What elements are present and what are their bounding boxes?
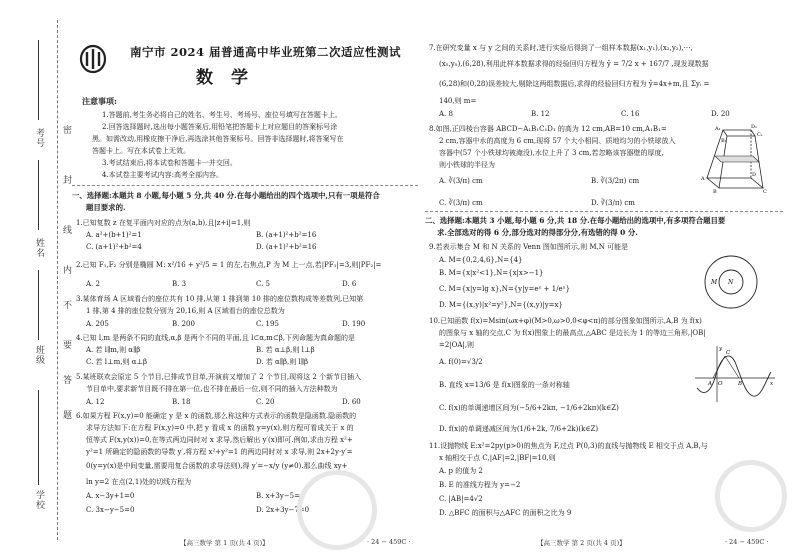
prism-label: C₁: [757, 132, 763, 138]
class-label: 班级: [34, 345, 44, 365]
question-3-option-d[interactable]: D. 190: [342, 320, 366, 328]
watermark-logo: [715, 460, 787, 532]
venn-label-m: M: [711, 279, 718, 286]
question-4-option-c[interactable]: C. 若 l⊥m,则 α⊥β: [86, 358, 148, 366]
question-9-stem: 9.若表示集合 M 和 N 关系的 Venn 图如图所示,则 M,N 可能是: [429, 243, 629, 251]
question-1-option-b[interactable]: B. (a+1)²+b²=16: [256, 231, 317, 239]
question-3-option-c[interactable]: C. 195: [256, 320, 279, 328]
question-10-option-a[interactable]: A. f(0)=√3/2: [439, 358, 483, 366]
prism-label: A: [701, 176, 705, 182]
question-6-option-a[interactable]: A. x−3y+1=0: [86, 492, 135, 500]
question-7-option-c[interactable]: C. 16: [621, 110, 640, 118]
exam-number-label: 考号: [34, 128, 44, 148]
notice-item: 1.答题前,考生务必将自己的姓名、考生号、考场号、座位号填写在答题卡上。: [102, 111, 342, 119]
question-10-stem-cont: =2|OA|,则: [439, 341, 475, 349]
section-2-heading-cont: 求.全部选对的得 6 分,部分选对的得部分分,有选错的得 0 分.: [437, 228, 638, 237]
question-7-option-b[interactable]: B. 12: [531, 110, 550, 118]
graph-label-o: O: [718, 381, 723, 387]
question-10-stem-cont: 的图象与 x 轴的交点,C 为 f(x)图象上的最高点,△ABC 是边长为 1 的等边三角形,|OB|: [439, 329, 706, 337]
school-label: 学校: [34, 490, 44, 510]
venn-label-n: N: [728, 279, 734, 286]
question-9-option-d[interactable]: D. M={(x,y)|x²=y²},N={(x,y)|y=x}: [439, 301, 563, 309]
seal-char-2: 封: [61, 175, 71, 185]
question-6-option-b[interactable]: B. x+3y−5=0: [256, 492, 305, 500]
question-8-stem-cont: 则小铁球的半径为: [439, 161, 495, 169]
question-5-option-c[interactable]: C. 20: [256, 398, 275, 406]
question-9-option-a[interactable]: A. M={0,2,4,6},N={4}: [439, 256, 523, 264]
question-1-stem: 1.已知复数 z 在复平面内对应的点为(a,b),且|z+i|=1,则: [76, 219, 251, 227]
seal-char-3: 线: [61, 225, 71, 235]
footer-code-2: · 24 − 459C ·: [725, 538, 769, 546]
seal-char-5: 不: [61, 300, 71, 310]
prism-label: B₁: [721, 138, 727, 144]
question-5-option-b[interactable]: B. 18: [172, 398, 191, 406]
question-6-stem-cont: y²=1 所确定的隐函数的导数 y′,将方程 x²+y²=1 的两边同时对 x 求导,则 2x+2y·y′=: [86, 448, 353, 456]
question-8-option-a[interactable]: A. ∛(3/π) cm: [439, 177, 483, 185]
prism-label: D: [752, 172, 757, 178]
question-9-option-b[interactable]: B. M={x|x²<1},N={x|x>−1}: [439, 269, 544, 277]
question-2-stem: 2.已知 F₁,F₂ 分别是椭圆 M: x²/16 + y²/5 = 1 的左,右焦点,P 为 M 上一点,若|PF₁|=3,则|PF₂|=: [76, 261, 382, 269]
seal-char-8: 题: [61, 410, 71, 420]
question-7-option-d[interactable]: D. 20: [711, 110, 730, 118]
venn-diagram: [699, 250, 763, 314]
question-7-stem: 7.在研究变量 x 与 y 之间的关系时,进行实验后得到了一组样本数据(x₁,y₁),(x₂,y₂),⋯,: [429, 44, 693, 52]
question-3-stem-cont: 1 排,第 4 排的座位数分别为 20,16,则 A 区域看台的座位总数为: [86, 307, 285, 315]
question-7-option-a[interactable]: A. 8: [439, 110, 453, 118]
page-1: [72, 0, 420, 558]
question-6-option-d[interactable]: D. 2x+3y−7=0: [256, 506, 310, 514]
question-4-stem: 4.已知 l,m 是两条不同的直线,α,β 是两个不同的平面,且 l⊂α,m⊂β,下列命题为真命题的是: [76, 334, 355, 342]
section-divider: [425, 211, 783, 212]
name-label: 姓名: [34, 238, 44, 258]
seal-char-6: 要: [61, 340, 71, 350]
question-8-option-b[interactable]: B. ∛(3/2π) cm: [591, 177, 640, 185]
question-6-stem-cont: ln y=2 在点(2,1)处的切线方程为: [86, 478, 192, 486]
graph-label-a: A: [708, 381, 712, 387]
sine-graph: [693, 342, 777, 404]
question-5-stem: 5.某班联欢会原定 5 个节目,已排成节目单,开演前又增加了 2 个节目,现将这 2 个新节目插入: [76, 373, 362, 381]
question-1-option-d[interactable]: D. (a+1)²+b²=16: [256, 243, 317, 251]
question-4-option-a[interactable]: A. 若 l∥m,则 α∥β: [86, 346, 141, 354]
question-8-option-d[interactable]: D. ∛(3/π) cm: [591, 199, 635, 207]
question-10-option-b[interactable]: B. 直线 x=13/6 是 f(x)图象的一条对称轴: [439, 381, 570, 389]
seal-char-4: 内: [61, 265, 71, 275]
question-5-stem-cont: 节目单中,要求新节目既不排在第一位,也不排在最后一位,则不同的插入方法种数为: [86, 385, 338, 393]
question-8-stem-cont: 2 cm,容器中水的高度为 6 cm,现将 57 个大小相同、质地均匀的小铁球放入: [439, 137, 676, 145]
question-1-option-c[interactable]: C. (a+1)²+b²=4: [86, 243, 142, 251]
footer-page-1: 【高三数学 第 1 页(共 4 页)】: [180, 539, 269, 547]
exam-number-field[interactable]: [38, 40, 39, 120]
graph-label-b: B: [738, 381, 743, 387]
notice-item: 3.考试结束后,将本试卷和答题卡一并交回。: [102, 159, 237, 167]
question-3-option-b[interactable]: B. 200: [172, 320, 195, 328]
question-5-option-a[interactable]: A. 12: [86, 398, 105, 406]
question-8-stem-cont: 容器中(57 个小铁球均被淹没),水位上升了 3 cm,若忽略该容器壁的厚度,: [439, 149, 664, 157]
question-8-option-c[interactable]: C. ∛(3/π) cm: [439, 199, 483, 207]
school-field[interactable]: [38, 390, 39, 485]
notice-item: 2.回答选择题时,选出每小题答案后,用铅笔把答题卡上对应题目的答案标号涂: [102, 123, 338, 131]
seal-char-1: 密: [61, 125, 71, 135]
question-10-stem: 10.已知函数 f(x)=Msin(ωx+φ)(M>0,ω>0,0<φ<π)的部分图象如图所示,A,B 为 f(x): [429, 317, 702, 325]
question-2-option-b[interactable]: B. 3: [172, 280, 187, 288]
notice-item: 答题卡上。写在本试卷上无效。: [92, 147, 190, 155]
question-6-option-c[interactable]: C. 3x−y−5=0: [86, 506, 135, 514]
question-3-option-a[interactable]: A. 205: [86, 320, 109, 328]
notice-divider: [72, 185, 418, 186]
question-4-option-d[interactable]: D. 若 α∥β,则 l∥β: [256, 358, 309, 366]
question-11-stem-cont: x 轴相交于点 C,|AF|=2,|BF|=10,则: [439, 454, 556, 462]
footer-code-1: · 24 − 459C ·: [367, 538, 411, 546]
question-5-option-d[interactable]: D. 60: [342, 398, 361, 406]
watermark-logo: [297, 470, 377, 550]
question-10-option-c[interactable]: C. f(x)的单调递增区间为(−5/6+2kπ, −1/6+2kπ)(k∈Z): [439, 404, 619, 412]
prism-label: B: [713, 189, 717, 194]
notice-heading: 注意事项:: [82, 96, 117, 106]
section-1-heading-cont: 题目要求的.: [86, 203, 126, 212]
question-1-option-a[interactable]: A. a²+(b+1)²=1: [86, 231, 142, 239]
question-2-option-c[interactable]: C. 5: [256, 280, 271, 288]
frustum-figure: [701, 122, 769, 194]
binding-margin: [0, 0, 71, 558]
question-11-option-b[interactable]: B. E 的准线方程为 y=−2: [439, 481, 521, 489]
question-8-stem: 8.如图,正四棱台容器 ABCD−A₁B₁C₁D₁ 的高为 12 cm,AB=10 cm,A₁B₁=: [429, 125, 667, 133]
graph-label-y: y: [719, 346, 723, 352]
question-6-stem-cont: 0(y=y(x)是中间变量,需要用复合函数的求导法则),得 y′=−x/y (y≠0).那么曲线 xy+: [86, 462, 348, 470]
question-2-option-a[interactable]: A. 2: [86, 280, 100, 288]
notice-item: 4.本试卷主要考试内容:高考全部内容。: [102, 171, 224, 179]
question-7-stem-cont: (x₅,y₅),(6,28),利用此样本数据求得的经验回归方程为 ŷ = 7/2 x + 167/7 ,现发现数据: [439, 60, 709, 68]
graph-label-c: C: [726, 350, 731, 356]
question-4-option-b[interactable]: B. 若 α⊥β,则 l⊥β: [256, 346, 315, 354]
question-11-option-c[interactable]: C. |AB|=4√2: [439, 495, 483, 503]
question-9-option-c[interactable]: C. M={x|y=lg x},N={y|y=eˣ + 1/eˣ}: [439, 285, 571, 293]
name-field[interactable]: [38, 160, 39, 230]
question-6-stem: 6.如果方程 F(x,y)=0 能确定 y 是 x 的函数,那么称这种方式表示的函数是隐函数.隐函数的: [76, 412, 357, 420]
question-6-stem-cont: 恒等式 F(x,y(x))=0,在等式两边同时对 x 求导,然后解出 y′(x)即可.例如,求由方程 x²+: [86, 436, 353, 444]
question-11-option-d[interactable]: D. △BFC 的面积与△AFC 的面积之比为 9: [439, 509, 572, 517]
notice-item: 黑。如需改动,用橡皮擦干净后,再选涂其他答案标号。回答非选择题时,将答案写在: [92, 135, 344, 143]
seal-char-7: 答: [61, 375, 71, 385]
subject-title: 数学: [196, 68, 266, 88]
prism-label: A₁: [715, 126, 721, 132]
question-11-stem: 11.设抛物线 E:x²=2py(p>0)的焦点为 F,过点 P(0,3)的直线与抛物线 E 相交于点 A,B,与: [429, 442, 708, 450]
question-7-stem-cont: (6,28)和(0,28)误差较大,剔除这两组数据后,求得的经验回归方程为 ŷ=4x+m,且 Σyᵢ =: [439, 80, 710, 88]
exam-logo: [78, 44, 108, 74]
question-10-option-d[interactable]: D. f(x)的单调递减区间为(1/6+2k, 7/6+2k)(k∈Z): [439, 425, 599, 433]
question-2-option-d[interactable]: D. 6: [342, 280, 357, 288]
question-11-option-a[interactable]: A. p 的值为 2: [439, 467, 483, 475]
question-7-stem-cont: 140,则 m=: [439, 97, 477, 105]
seal-line: [57, 20, 58, 540]
page-2: [425, 0, 785, 558]
prism-label: C: [763, 189, 767, 194]
exam-title: 南宁市 2024 届普通高中毕业班第二次适应性测试: [130, 45, 402, 59]
class-field[interactable]: [38, 270, 39, 340]
prism-label: D₁: [751, 124, 758, 130]
question-6-stem-cont: 求导方法如下:在方程 F(x,y)=0 中,把 y 看成 x 的函数 y=y(x),则方程可看成关于 x 的: [86, 424, 354, 432]
graph-label-x: x: [770, 381, 774, 387]
question-3-stem: 3.某体育场 A 区域看台的座位共有 10 排,从第 1 排到第 10 排的座位数构成等差数列,已知第: [76, 295, 364, 303]
section-2-heading: 二、选择题:本题共 3 小题,每小题 6 分,共 18 分.在每小题给出的选项中,有多项符合题目要: [425, 216, 726, 225]
section-1-heading: 一、选择题:本题共 8 小题,每小题 5 分,共 40 分.在每小题给出的四个选项中,只有一项是符合: [72, 191, 380, 200]
footer-page-2: 【高三数学 第 2 页(共 4 页)】: [537, 539, 626, 547]
